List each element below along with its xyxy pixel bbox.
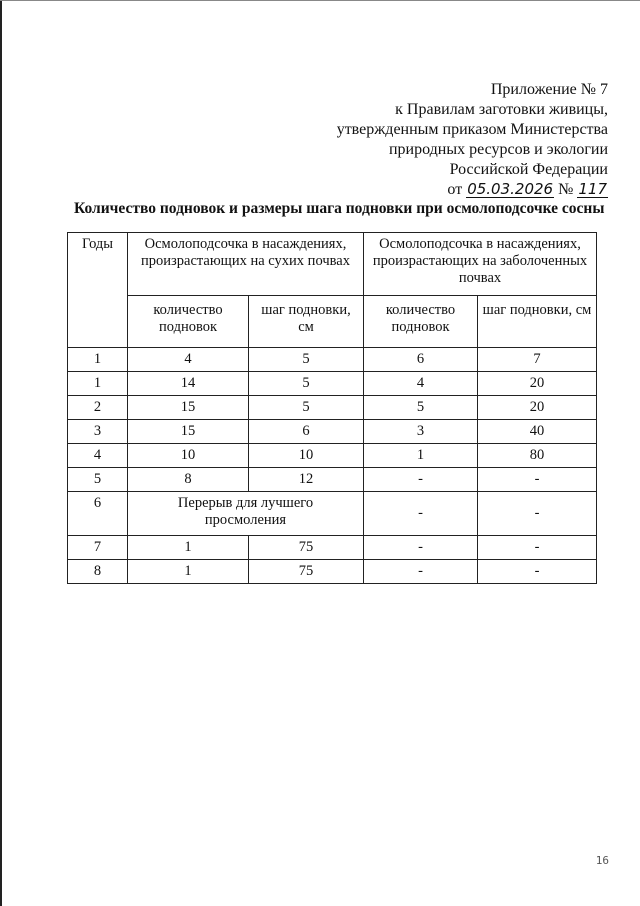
table-row [68, 372, 597, 396]
cell-wet-step: - [478, 536, 597, 560]
page-top-edge [0, 0, 640, 1]
table-row-break [68, 492, 597, 536]
cell-wet-count: - [364, 492, 478, 536]
cell-wet-count: - [364, 468, 478, 492]
table-row [68, 348, 597, 372]
cell-wet-step: 20 [478, 396, 597, 420]
cell-wet-count: 1 [364, 444, 478, 468]
cell-dry-count: 14 [128, 372, 249, 396]
cell-wet-step: - [478, 492, 597, 536]
cell-wet-step: 20 [478, 372, 597, 396]
date-prefix: от [447, 181, 463, 198]
cell-dry-count: 15 [128, 420, 249, 444]
cell-wet-count: 6 [364, 348, 478, 372]
subheader-wet-count: количество подновок [364, 296, 478, 348]
cell-dry-step: 5 [249, 372, 364, 396]
cell-year: 1 [68, 372, 128, 396]
cell-year: 2 [68, 396, 128, 420]
handwritten-date: 05.03.2026 [467, 180, 554, 198]
cell-year: 8 [68, 560, 128, 584]
subheader-dry-step: шаг подновки, см [249, 296, 364, 348]
cell-wet-step: - [478, 560, 597, 584]
cell-year: 5 [68, 468, 128, 492]
table-row [68, 420, 597, 444]
table-row [68, 468, 597, 492]
number-prefix: № [558, 181, 574, 198]
header-years: Годы [68, 233, 128, 348]
cell-wet-step: 40 [478, 420, 597, 444]
page-left-edge [0, 0, 2, 906]
cell-year: 7 [68, 536, 128, 560]
cell-wet-count: 4 [364, 372, 478, 396]
header-dry-soils: Осмолоподсочка в насаждениях, произрастающих на сухих почвах [128, 233, 364, 296]
document-title: Количество подновок и размеры шага подновки при осмолоподсочке сосны [74, 200, 605, 217]
cell-wet-count: 3 [364, 420, 478, 444]
subheader-dry-count: количество подновок [128, 296, 249, 348]
cell-dry-step: 12 [249, 468, 364, 492]
handwritten-number: 117 [578, 180, 607, 198]
annex-ministry: природных ресурсов и экологии [388, 141, 608, 158]
renewal-table [67, 232, 597, 584]
cell-dry-step: 75 [249, 560, 364, 584]
cell-dry-count: 4 [128, 348, 249, 372]
cell-wet-step: 7 [478, 348, 597, 372]
annex-order: утвержденным приказом Министерства [336, 121, 608, 138]
cell-dry-count: 8 [128, 468, 249, 492]
cell-dry-count: 15 [128, 396, 249, 420]
cell-break-merged: Перерыв для лучшего просмоления [128, 492, 364, 536]
cell-dry-step: 10 [249, 444, 364, 468]
cell-dry-step: 75 [249, 536, 364, 560]
cell-year: 4 [68, 444, 128, 468]
cell-wet-step: - [478, 468, 597, 492]
subheader-wet-step: шаг подновки, см [478, 296, 597, 348]
cell-wet-step: 80 [478, 444, 597, 468]
annex-country: Российской Федерации [449, 161, 608, 178]
cell-year: 6 [68, 492, 128, 536]
cell-year: 1 [68, 348, 128, 372]
table-row [68, 396, 597, 420]
annex-rules: к Правилам заготовки живицы, [395, 101, 608, 118]
cell-year: 3 [68, 420, 128, 444]
header-wet-soils: Осмолоподсочка в насаждениях, произрастающих на заболоченных почвах [364, 233, 597, 296]
page-number: 16 [595, 854, 609, 867]
cell-dry-step: 5 [249, 396, 364, 420]
annex-date-line [337, 180, 608, 200]
cell-wet-count: - [364, 536, 478, 560]
annex-header [337, 80, 608, 200]
cell-dry-count: 1 [128, 560, 249, 584]
table-row [68, 444, 597, 468]
annex-number: Приложение № 7 [490, 81, 608, 98]
cell-dry-step: 6 [249, 420, 364, 444]
table-row [68, 536, 597, 560]
cell-wet-count: 5 [364, 396, 478, 420]
cell-dry-step: 5 [249, 348, 364, 372]
cell-dry-count: 1 [128, 536, 249, 560]
cell-wet-count: - [364, 560, 478, 584]
table-row [68, 560, 597, 584]
cell-dry-count: 10 [128, 444, 249, 468]
